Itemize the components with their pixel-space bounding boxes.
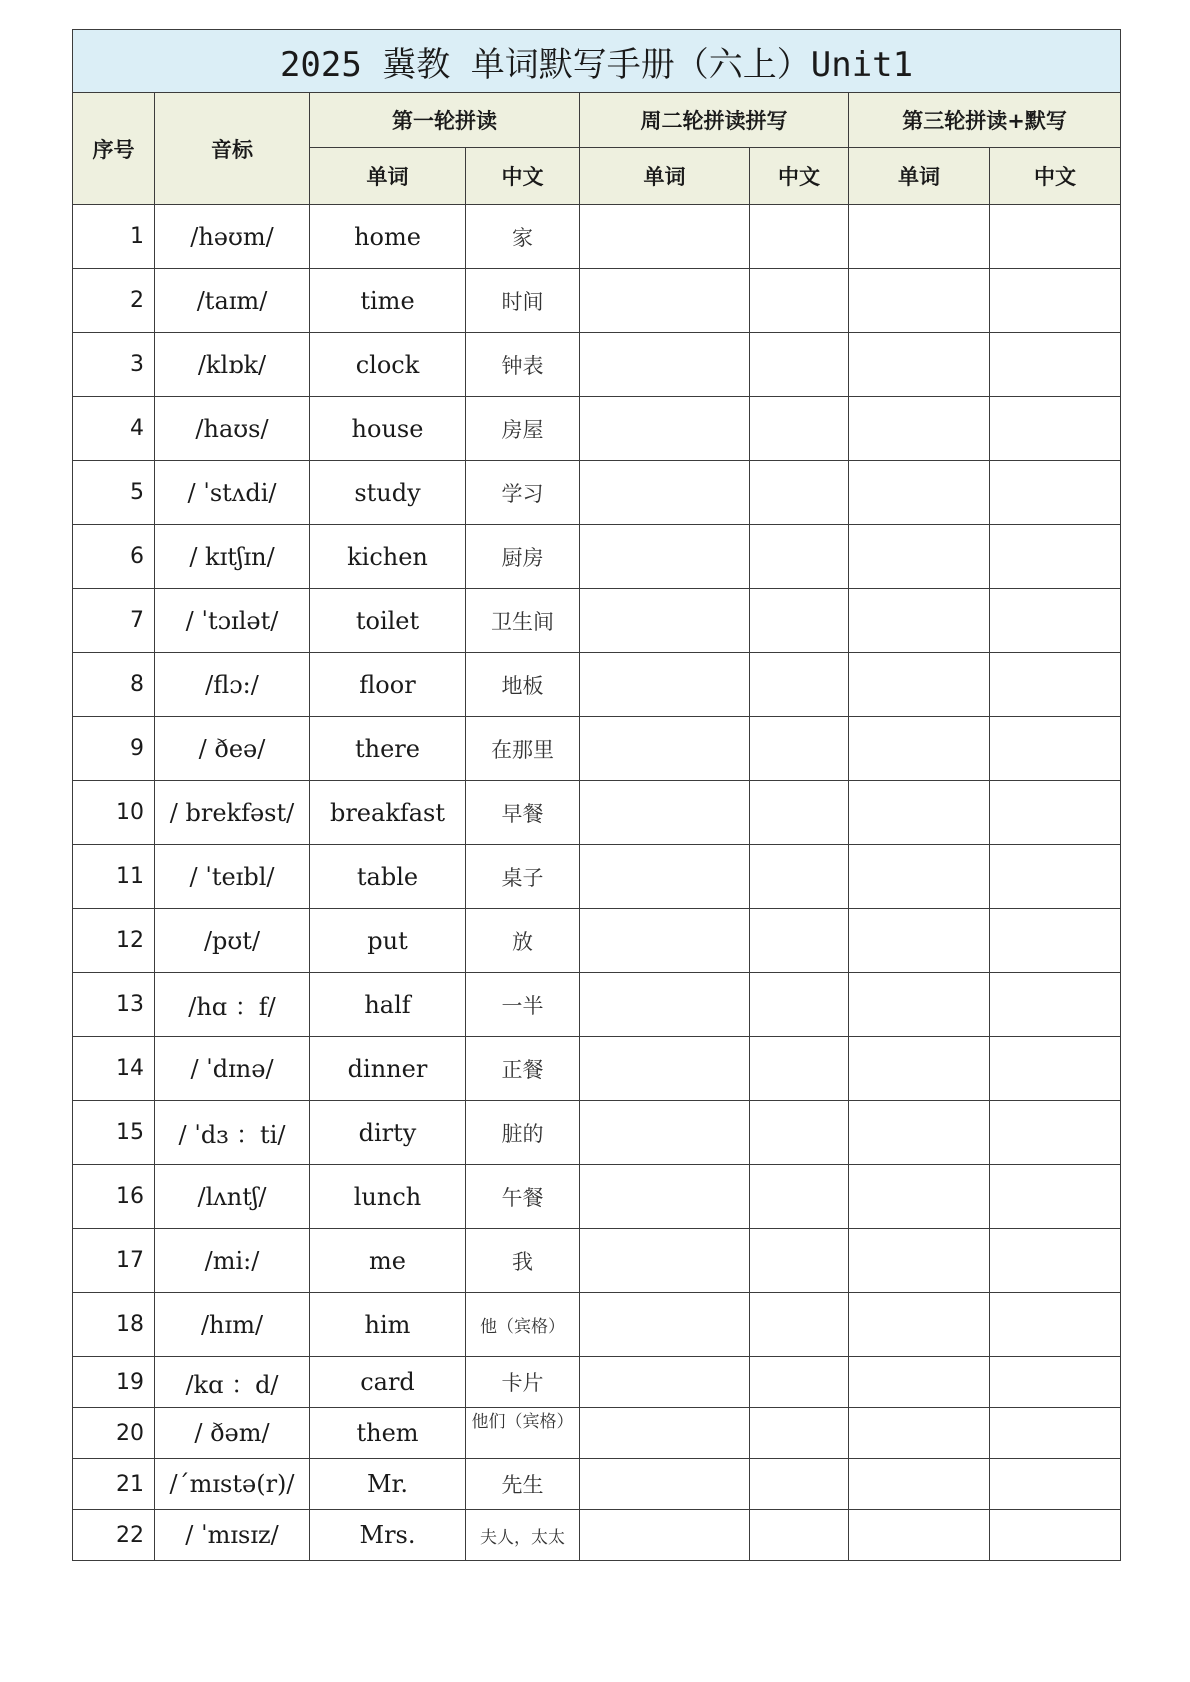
row-chinese: 桌子 bbox=[466, 845, 580, 909]
row-chinese: 钟表 bbox=[466, 333, 580, 397]
round3-chinese-blank[interactable] bbox=[990, 845, 1121, 909]
row-index: 9 bbox=[73, 717, 155, 781]
row-index: 4 bbox=[73, 397, 155, 461]
round3-chinese-blank[interactable] bbox=[990, 1357, 1121, 1408]
round2-chinese-blank[interactable] bbox=[750, 845, 849, 909]
row-word: dinner bbox=[310, 1037, 466, 1101]
row-chinese: 他（宾格） bbox=[466, 1293, 580, 1357]
table-row bbox=[73, 1229, 1121, 1293]
row-chinese: 厨房 bbox=[466, 525, 580, 589]
round2-word-blank[interactable] bbox=[580, 397, 750, 461]
round2-chinese-blank[interactable] bbox=[750, 525, 849, 589]
round2-word-blank[interactable] bbox=[580, 781, 750, 845]
round2-chinese-blank[interactable] bbox=[750, 1510, 849, 1561]
table-row bbox=[73, 1037, 1121, 1101]
row-phonetic: / ˈteɪbl/ bbox=[155, 845, 310, 909]
round3-chinese-blank[interactable] bbox=[990, 973, 1121, 1037]
row-index: 7 bbox=[73, 589, 155, 653]
row-phonetic: /kɑ ：d/ bbox=[155, 1357, 310, 1408]
round2-word-blank[interactable] bbox=[580, 653, 750, 717]
round3-word-blank[interactable] bbox=[849, 1408, 990, 1459]
round3-chinese-blank[interactable] bbox=[990, 205, 1121, 269]
round2-word-blank[interactable] bbox=[580, 461, 750, 525]
row-word: house bbox=[310, 397, 466, 461]
table-row bbox=[73, 525, 1121, 589]
round3-chinese-blank[interactable] bbox=[990, 461, 1121, 525]
round2-word-blank[interactable] bbox=[580, 845, 750, 909]
round2-word-blank[interactable] bbox=[580, 1510, 750, 1561]
round3-word-blank[interactable] bbox=[849, 1293, 990, 1357]
table-row bbox=[73, 397, 1121, 461]
round2-word-blank[interactable] bbox=[580, 909, 750, 973]
round2-word-blank[interactable] bbox=[580, 1459, 750, 1510]
header-round3-chinese: 中文 bbox=[990, 148, 1121, 205]
table-row bbox=[73, 1293, 1121, 1357]
row-word: there bbox=[310, 717, 466, 781]
header-round2-chinese: 中文 bbox=[750, 148, 849, 205]
round2-word-blank[interactable] bbox=[580, 1408, 750, 1459]
table-row bbox=[73, 1408, 1121, 1459]
row-phonetic: /haʊs/ bbox=[155, 397, 310, 461]
table-body bbox=[73, 205, 1121, 1561]
round2-word-blank[interactable] bbox=[580, 525, 750, 589]
round2-word-blank[interactable] bbox=[580, 1037, 750, 1101]
round2-chinese-blank[interactable] bbox=[750, 1408, 849, 1459]
row-index: 17 bbox=[73, 1229, 155, 1293]
round3-word-blank[interactable] bbox=[849, 525, 990, 589]
round3-word-blank[interactable] bbox=[849, 461, 990, 525]
table-row bbox=[73, 205, 1121, 269]
row-phonetic: /hɪm/ bbox=[155, 1293, 310, 1357]
round3-chinese-blank[interactable] bbox=[990, 589, 1121, 653]
row-word: kichen bbox=[310, 525, 466, 589]
round2-chinese-blank[interactable] bbox=[750, 1229, 849, 1293]
row-phonetic: / ðəm/ bbox=[155, 1408, 310, 1459]
row-chinese: 地板 bbox=[466, 653, 580, 717]
header-round1: 第一轮拼读 bbox=[310, 93, 580, 148]
row-chinese: 先生 bbox=[466, 1459, 580, 1510]
round3-word-blank[interactable] bbox=[849, 1037, 990, 1101]
round3-chinese-blank[interactable] bbox=[990, 1037, 1121, 1101]
table-row bbox=[73, 781, 1121, 845]
table-row bbox=[73, 845, 1121, 909]
round3-word-blank[interactable] bbox=[849, 1459, 990, 1510]
round3-chinese-blank[interactable] bbox=[990, 653, 1121, 717]
row-index: 14 bbox=[73, 1037, 155, 1101]
round3-word-blank[interactable] bbox=[849, 781, 990, 845]
round3-chinese-blank[interactable] bbox=[990, 1510, 1121, 1561]
row-phonetic: / ˈtɔɪlət/ bbox=[155, 589, 310, 653]
row-phonetic: / ðeə/ bbox=[155, 717, 310, 781]
row-chinese: 早餐 bbox=[466, 781, 580, 845]
row-phonetic: /flɔ:/ bbox=[155, 653, 310, 717]
round3-word-blank[interactable] bbox=[849, 973, 990, 1037]
round3-word-blank[interactable] bbox=[849, 909, 990, 973]
row-phonetic: /klɒk/ bbox=[155, 333, 310, 397]
row-phonetic: / ˈdɪnə/ bbox=[155, 1037, 310, 1101]
table-row bbox=[73, 1510, 1121, 1561]
round2-chinese-blank[interactable] bbox=[750, 653, 849, 717]
row-word: half bbox=[310, 973, 466, 1037]
round2-chinese-blank[interactable] bbox=[750, 1165, 849, 1229]
header-index: 序号 bbox=[73, 93, 155, 205]
round3-word-blank[interactable] bbox=[849, 1101, 990, 1165]
table-row bbox=[73, 1357, 1121, 1408]
table-row bbox=[73, 717, 1121, 781]
round2-chinese-blank[interactable] bbox=[750, 461, 849, 525]
row-chinese: 卡片 bbox=[466, 1357, 580, 1408]
row-word: table bbox=[310, 845, 466, 909]
row-chinese: 我 bbox=[466, 1229, 580, 1293]
round2-word-blank[interactable] bbox=[580, 1357, 750, 1408]
row-chinese: 放 bbox=[466, 909, 580, 973]
row-index: 8 bbox=[73, 653, 155, 717]
row-chinese: 一半 bbox=[466, 973, 580, 1037]
round2-word-blank[interactable] bbox=[580, 589, 750, 653]
round3-chinese-blank[interactable] bbox=[990, 397, 1121, 461]
row-index: 22 bbox=[73, 1510, 155, 1561]
table-row bbox=[73, 589, 1121, 653]
round2-word-blank[interactable] bbox=[580, 333, 750, 397]
table-row bbox=[73, 269, 1121, 333]
round2-word-blank[interactable] bbox=[580, 1165, 750, 1229]
row-index: 20 bbox=[73, 1408, 155, 1459]
row-word: put bbox=[310, 909, 466, 973]
row-word: dirty bbox=[310, 1101, 466, 1165]
header-round1-word: 单词 bbox=[310, 148, 466, 205]
round2-chinese-blank[interactable] bbox=[750, 589, 849, 653]
round3-word-blank[interactable] bbox=[849, 397, 990, 461]
row-index: 5 bbox=[73, 461, 155, 525]
round3-chinese-blank[interactable] bbox=[990, 269, 1121, 333]
round3-word-blank[interactable] bbox=[849, 269, 990, 333]
round2-word-blank[interactable] bbox=[580, 205, 750, 269]
row-index: 18 bbox=[73, 1293, 155, 1357]
round2-word-blank[interactable] bbox=[580, 717, 750, 781]
row-index: 11 bbox=[73, 845, 155, 909]
table-row bbox=[73, 1459, 1121, 1510]
row-phonetic: / ˈmɪsɪz/ bbox=[155, 1510, 310, 1561]
round2-word-blank[interactable] bbox=[580, 269, 750, 333]
round3-chinese-blank[interactable] bbox=[990, 525, 1121, 589]
row-index: 16 bbox=[73, 1165, 155, 1229]
round3-word-blank[interactable] bbox=[849, 717, 990, 781]
header-phonetic: 音标 bbox=[155, 93, 310, 205]
row-phonetic: /lʌntʃ/ bbox=[155, 1165, 310, 1229]
table-row bbox=[73, 1165, 1121, 1229]
round3-chinese-blank[interactable] bbox=[990, 909, 1121, 973]
row-word: toilet bbox=[310, 589, 466, 653]
round2-word-blank[interactable] bbox=[580, 1293, 750, 1357]
table-row bbox=[73, 1101, 1121, 1165]
row-word: breakfast bbox=[310, 781, 466, 845]
round2-chinese-blank[interactable] bbox=[750, 717, 849, 781]
round3-word-blank[interactable] bbox=[849, 1229, 990, 1293]
row-word: lunch bbox=[310, 1165, 466, 1229]
row-index: 1 bbox=[73, 205, 155, 269]
round2-chinese-blank[interactable] bbox=[750, 397, 849, 461]
row-chinese: 夫人，太太 bbox=[466, 1510, 580, 1561]
round3-word-blank[interactable] bbox=[849, 845, 990, 909]
round2-chinese-blank[interactable] bbox=[750, 973, 849, 1037]
round2-chinese-blank[interactable] bbox=[750, 1037, 849, 1101]
table-row bbox=[73, 461, 1121, 525]
row-index: 10 bbox=[73, 781, 155, 845]
round3-chinese-blank[interactable] bbox=[990, 781, 1121, 845]
row-phonetic: /mi:/ bbox=[155, 1229, 310, 1293]
row-word: card bbox=[310, 1357, 466, 1408]
row-word: him bbox=[310, 1293, 466, 1357]
round3-word-blank[interactable] bbox=[849, 1165, 990, 1229]
header-round3-word: 单词 bbox=[849, 148, 990, 205]
header-round3: 第三轮拼读+默写 bbox=[849, 93, 1121, 148]
row-phonetic: / kɪtʃɪn/ bbox=[155, 525, 310, 589]
row-index: 12 bbox=[73, 909, 155, 973]
row-chinese: 时间 bbox=[466, 269, 580, 333]
round2-chinese-blank[interactable] bbox=[750, 781, 849, 845]
round3-chinese-blank[interactable] bbox=[990, 1165, 1121, 1229]
row-phonetic: /taɪm/ bbox=[155, 269, 310, 333]
row-chinese: 在那里 bbox=[466, 717, 580, 781]
vocabulary-table bbox=[72, 29, 1121, 1561]
table-row bbox=[73, 653, 1121, 717]
row-index: 19 bbox=[73, 1357, 155, 1408]
round2-word-blank[interactable] bbox=[580, 1101, 750, 1165]
row-word: them bbox=[310, 1408, 466, 1459]
round3-chinese-blank[interactable] bbox=[990, 717, 1121, 781]
row-index: 6 bbox=[73, 525, 155, 589]
row-phonetic: /hɑ ：f/ bbox=[155, 973, 310, 1037]
row-index: 3 bbox=[73, 333, 155, 397]
round2-chinese-blank[interactable] bbox=[750, 1459, 849, 1510]
row-phonetic: / ˈdɜ ：ti/ bbox=[155, 1101, 310, 1165]
round2-chinese-blank[interactable] bbox=[750, 205, 849, 269]
round3-word-blank[interactable] bbox=[849, 333, 990, 397]
round3-chinese-blank[interactable] bbox=[990, 1459, 1121, 1510]
row-word: Mrs. bbox=[310, 1510, 466, 1561]
row-word: me bbox=[310, 1229, 466, 1293]
row-chinese: 正餐 bbox=[466, 1037, 580, 1101]
round3-word-blank[interactable] bbox=[849, 205, 990, 269]
row-chinese: 午餐 bbox=[466, 1165, 580, 1229]
row-phonetic: / brekfəst/ bbox=[155, 781, 310, 845]
row-word: time bbox=[310, 269, 466, 333]
round3-chinese-blank[interactable] bbox=[990, 1101, 1121, 1165]
round2-chinese-blank[interactable] bbox=[750, 909, 849, 973]
round2-chinese-blank[interactable] bbox=[750, 1101, 849, 1165]
round3-word-blank[interactable] bbox=[849, 1510, 990, 1561]
table-row bbox=[73, 333, 1121, 397]
round3-word-blank[interactable] bbox=[849, 1357, 990, 1408]
round3-word-blank[interactable] bbox=[849, 589, 990, 653]
row-chinese: 脏的 bbox=[466, 1101, 580, 1165]
header-round1-chinese: 中文 bbox=[466, 148, 580, 205]
row-chinese: 房屋 bbox=[466, 397, 580, 461]
round2-chinese-blank[interactable] bbox=[750, 1293, 849, 1357]
round3-chinese-blank[interactable] bbox=[990, 1293, 1121, 1357]
header-round2: 周二轮拼读拼写 bbox=[580, 93, 849, 148]
round2-chinese-blank[interactable] bbox=[750, 269, 849, 333]
round2-chinese-blank[interactable] bbox=[750, 1357, 849, 1408]
page-title: 2025 冀教 单词默写手册（六上）Unit1 bbox=[73, 30, 1121, 93]
row-word: study bbox=[310, 461, 466, 525]
row-index: 15 bbox=[73, 1101, 155, 1165]
round2-word-blank[interactable] bbox=[580, 973, 750, 1037]
row-index: 21 bbox=[73, 1459, 155, 1510]
round3-chinese-blank[interactable] bbox=[990, 1229, 1121, 1293]
row-index: 13 bbox=[73, 973, 155, 1037]
round2-word-blank[interactable] bbox=[580, 1229, 750, 1293]
table-row bbox=[73, 973, 1121, 1037]
round2-chinese-blank[interactable] bbox=[750, 333, 849, 397]
table-row bbox=[73, 909, 1121, 973]
round3-word-blank[interactable] bbox=[849, 653, 990, 717]
row-word: floor bbox=[310, 653, 466, 717]
row-phonetic: /pʊt/ bbox=[155, 909, 310, 973]
row-phonetic: /ˊmɪstə(r)/ bbox=[155, 1459, 310, 1510]
row-chinese: 学习 bbox=[466, 461, 580, 525]
row-phonetic: /həʊm/ bbox=[155, 205, 310, 269]
row-index: 2 bbox=[73, 269, 155, 333]
row-word: Mr. bbox=[310, 1459, 466, 1510]
row-word: home bbox=[310, 205, 466, 269]
row-chinese: 他们（宾格） bbox=[466, 1408, 580, 1459]
row-word: clock bbox=[310, 333, 466, 397]
round3-chinese-blank[interactable] bbox=[990, 333, 1121, 397]
row-chinese: 家 bbox=[466, 205, 580, 269]
header-round2-word: 单词 bbox=[580, 148, 750, 205]
round3-chinese-blank[interactable] bbox=[990, 1408, 1121, 1459]
row-phonetic: / ˈstʌdi/ bbox=[155, 461, 310, 525]
row-chinese: 卫生间 bbox=[466, 589, 580, 653]
